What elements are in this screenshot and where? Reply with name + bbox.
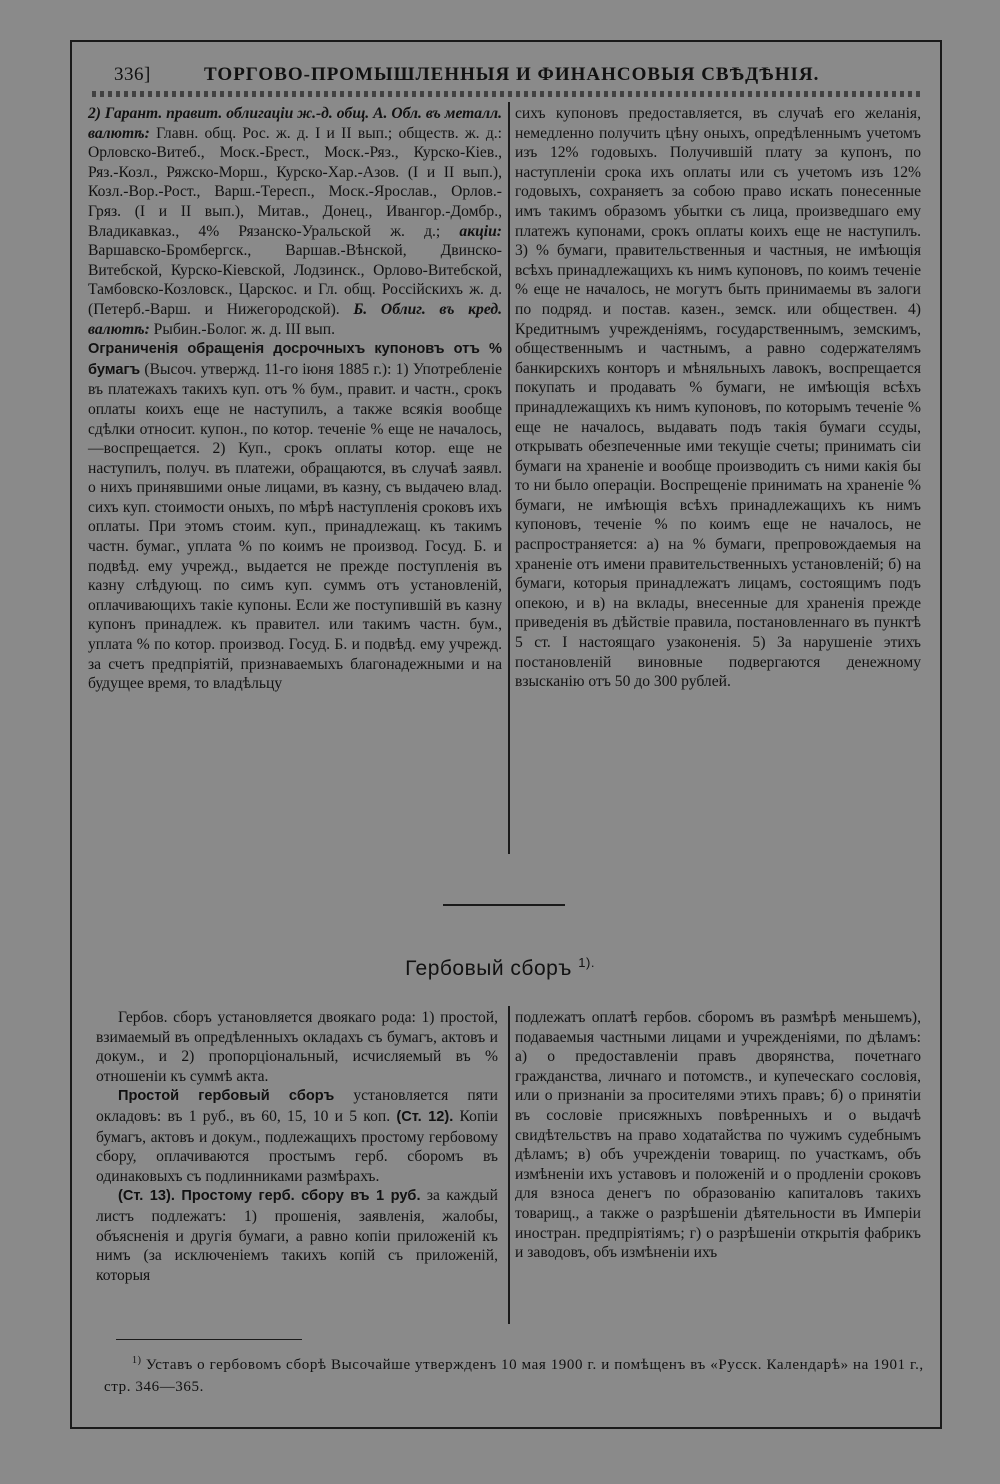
page-header [96,60,916,90]
footnote-marker: 1) [132,1355,142,1366]
top-right-column [515,104,921,692]
bottom-left-column [96,1008,498,1285]
simple-duty-paragraph [96,1086,498,1186]
guaranteed-bonds-paragraph [88,104,502,339]
header-rule [92,91,924,97]
bonds-text-a: Главн. общ. Рос. ж. д. I и II вып.; обществ. ж. д.: Орловско-Витеб., Моск.-Брест., Моск.-Ряз., Курско-Кіев., Ряз.-Козл., Ряжско-Морш., Курско-Хар.-Азов. (I и II вып.), Козл.-Вор.-Рост., Варш.-Тересп., Моск.-Ярослав., Орлов.-Гряз. (I и II вып.), Митав., Донец., Ивангор.-Домбр., Владикавказ., 4% Рязанско-Уральской ж. д.; [88,124,502,240]
simple-duty-heading: Простой гербовый сборъ [118,1088,335,1105]
stamp-duty-intro [96,1008,498,1086]
footnote [104,1350,924,1398]
section-title-note: 1). [578,955,595,970]
bonds-text-c: Рыбин.-Болог. ж. д. III вып. [149,320,335,338]
article-12-ref: (Ст. 12). [396,1108,454,1125]
page-number: 336] [114,64,151,85]
coupon-restrictions-heading: Ограниченія обращенія досрочныхъ купоновъ отъ % бумагъ [88,341,502,378]
coupon-continuation-paragraph: сихъ купоновъ предоставляется, въ случаѣ его желанія, немедленно получить цѣну оныхъ, опредѣленнымъ учетомъ изъ 12% годовыхъ. Получившій плату за купонъ, по наступленіи срока ихъ оплаты или съ учетомъ изъ 12% годовыхъ, сохраняетъ за собою право искать понесенные имъ такимъ образомъ убытки съ лица, произведшаго ему платежъ купонами, срокъ оплаты коихъ еще не наступилъ. 3) % бумаги, правительственныя и частныя, не имѣющія всѣхъ принадлежащихъ къ нимъ купоновъ, по коимъ теченіе % еще не началось, не могутъ быть принимаемы въ залоги по подряд. и постав. казен., земск. или обществен. 4) Кредитнымъ учрежденіямъ, государственнымъ, земскимъ, общественнымъ и частнымъ, а равно содержателямъ банкирскихъ конторъ и мѣняльныхъ лавокъ, воспрещается покупать и продавать % бумаги, не имѣющія всѣхъ принадлежащихъ къ нимъ купоновъ, по которымъ теченіе % еще не началось, выдавать подъ такія бумаги ссуды, открывать обезпеченные ими текущіе счеты; принимать сіи бумаги на храненіе и вообще производить съ ними какія бы то ни было операціи. Воспрещеніе принимать на храненіе % бумаги, не имѣющія всѣхъ принадлежащихъ къ нимъ купоновъ, теченіе % по коимъ еще не началось, не распространяется: а) на % бумаги, препровождаемыя на храненіе отъ имени правительственныхъ установленій; б) на бумаги, которыя принадлежатъ лицамъ, состоящимъ подъ опекою, и в) на вклады, внесенные для храненія прежде приведенія въ дѣйствіе правила, постановленнаго въ пунктѣ 5 ст. I настоящаго узаконенія. 5) За нарушеніе этихъ постановленій виновные подвергаются денежному взысканію отъ 50 до 300 рублей. [515,105,921,691]
bottom-column-divider [508,1006,510,1324]
simple-duty-text-b: Копіи бумагъ, актовъ и докум., подлежащихъ простому гербовому сбору, оплачиваются простымъ герб. сборомъ въ одинаковыхъ съ подлинниками размѣрахъ. [96,1107,499,1185]
section-separator [443,904,565,906]
bonds-heading: 2) Гарант. правит. облигаціи ж.-д. общ. А. Обл. въ металл. валютѣ: [88,105,502,142]
bonds-text-b: Варшавско-Бромбергск., Варшав.-Вѣнской, Двинско-Витебской, Курско-Кіевской, Лодзинск., Орлово-Витебской, Тамбовско-Козловск., Царскос. и Гл. общ. Россійскихъ ж. д. (Петерб.-Варш. и Нижегородской). [88,242,502,318]
footnote-rule [116,1339,302,1340]
bottom-right-column [515,1008,921,1263]
section-title-text: Гербовый сборъ [405,957,572,980]
running-title: ТОРГОВО-ПРОМЫШЛЕННЫЯ И ФИНАНСОВЫЯ СВѢДѢНІЯ. [204,64,820,85]
credit-bonds-heading: Б. Облиг. въ кред. валютѣ: [88,300,503,338]
article-13-continuation: подлежатъ оплатѣ гербов. сборомъ въ размѣрѣ меньшемъ), подаваемыя частными лицами и учрежденіями, по дѣламъ: а) о предоставленіи правъ дворянства, почетнаго гражданства, личнаго и потомств., и купеческаго сословія, или о признаніи за просителями этихъ правъ; б) о принятіи въ сословіе присяжныхъ повѣренныхъ и о выдачѣ свидѣтельствъ на право ходатайства по чужимъ судебнымъ дѣламъ; в) объ учрежденіи товарищ. по участкамъ, объ измѣненіи ихъ уставовъ и положеній и о продленіи сроковъ для взноса денегъ по образованію капиталовъ такихъ товарищ., а также о разрѣшеніи дѣятельности въ Имперіи иностран. предпріятіямъ; г) о разрѣшеніи открытія фабрикъ и заводовъ, объ измѣненіи ихъ [515,1009,921,1262]
coupon-restrictions-text: (Высоч. утвержд. 11-го іюня 1885 г.): 1) Употребленіе въ платежахъ такихъ куп. отъ % бум., правит. и частн., срокъ оплаты коихъ еще не наступилъ, а также всякія вообще сдѣлки относит. купон., по котор. теченіе % еще не началось,—воспрещается. 2) Куп., срокъ оплаты котор. еще не наступилъ, получ. въ платежи, обращаются, въ случаѣ заявл. о нихъ принявшими оные лицами, въ казну, съ выдачею влад. сихъ куп. стоимости оныхъ, по мѣрѣ наступленія сроковъ ихъ оплаты. При этомъ стоим. куп., принадлежащ. къ такимъ частн. бумаг., уплата % по коимъ не производ. Госуд. Б. и подвѣд. ему учрежд., выдается не прежде поступленія въ казну слѣдующ. по симъ куп. суммъ отъ установленій, оплачивающихъ такіе купоны. Если же поступившій въ казну купонъ принадлеж. къ правител. или такимъ частн. бум., уплата % по котор. производ. Госуд. Б. и подвѣд. ему учрежд. за счетъ предпріятій, признаваемыхъ благонадежными и на будущее время, то владѣльцу [88,360,502,693]
footnote-text: Уставъ о гербовомъ сборѣ Высочайше утвержденъ 10 мая 1900 г. и помѣщенъ въ «Русск. Календарѣ» на 1901 г., стр. 346—365. [104,1357,924,1395]
article-13-paragraph [96,1186,498,1285]
article-13-heading: (Ст. 13). Простому герб. сбору въ 1 руб. [118,1188,421,1205]
top-left-column [88,104,502,694]
article-13-text: за каждый листъ подлежатъ: 1) прошенія, заявленія, жалобы, объясненія и другія бумаги, а равно копіи приложеній къ нимъ (за исключеніемъ такихъ копій съ приложеній, которыя [96,1187,499,1284]
simple-duty-text: установляется пяти окладовъ: въ 1 руб., въ 60, 15, 10 и 5 коп. [96,1087,498,1125]
section-title [0,955,1000,981]
coupon-restrictions-paragraph [88,339,502,694]
top-column-divider [508,102,510,854]
shares-heading: акціи: [459,222,502,240]
stamp-duty-intro-text: Гербов. сборъ установляется двоякаго рода: 1) простой, взимаемый въ опредѣленныхъ окладахъ съ бумагъ, актовъ и докум., и 2) пропорціональный, исчисляемый въ % отношеніи къ суммѣ акта. [96,1009,498,1085]
